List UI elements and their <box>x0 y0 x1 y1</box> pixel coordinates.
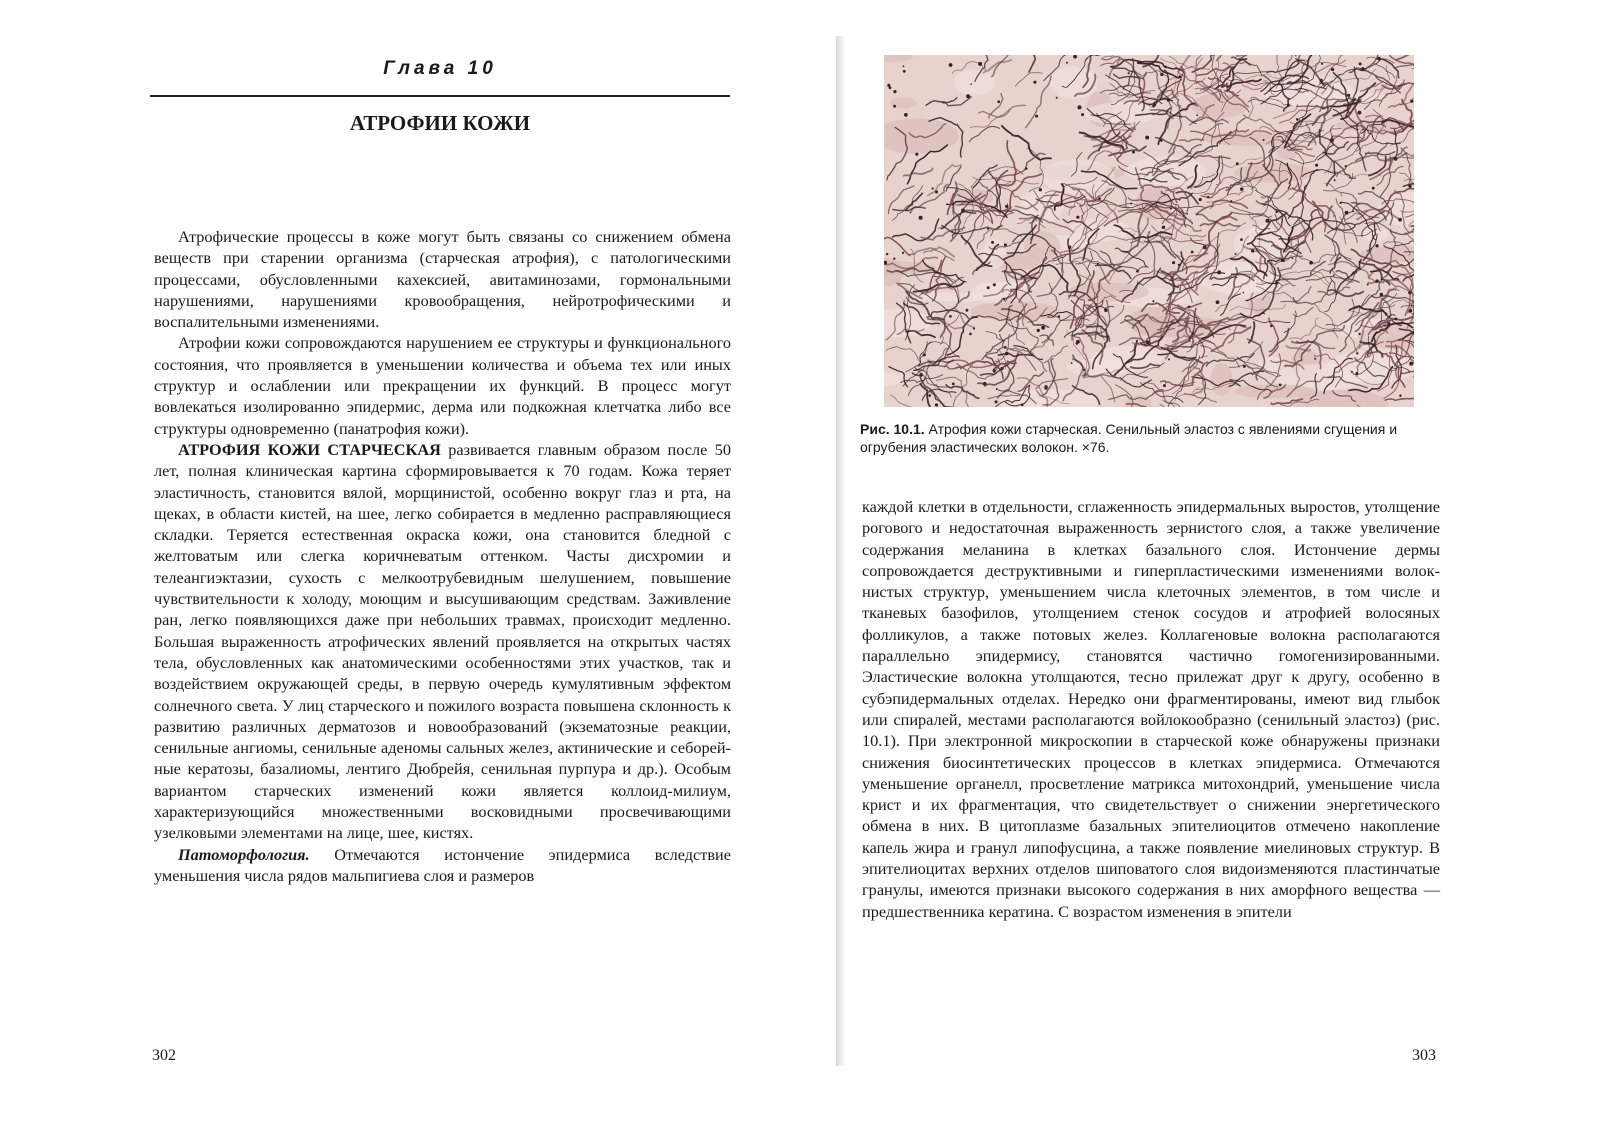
cell-nucleus <box>1207 196 1210 199</box>
cell-nucleus <box>995 400 998 403</box>
cell-nucleus <box>997 100 1000 103</box>
cell-nucleus <box>935 190 938 193</box>
elastic-fiber <box>886 347 921 364</box>
page-number-left: 302 <box>152 1047 176 1064</box>
cell-nucleus <box>1163 384 1166 387</box>
cell-nucleus <box>1320 79 1323 82</box>
elastic-fiber <box>1168 356 1199 406</box>
cell-nucleus <box>1037 329 1040 332</box>
elastic-fiber <box>1178 360 1199 385</box>
cell-nucleus <box>1168 358 1170 360</box>
elastic-fiber <box>1396 55 1414 60</box>
micrograph-image <box>884 55 1414 407</box>
cell-nucleus <box>1021 403 1024 406</box>
cell-nucleus <box>1275 282 1278 285</box>
cell-nucleus <box>1041 326 1045 330</box>
elastic-fiber <box>1379 76 1397 106</box>
elastic-fiber <box>893 219 939 241</box>
cell-nucleus <box>1243 365 1246 368</box>
cell-nucleus <box>1352 210 1354 212</box>
cell-nucleus <box>1199 198 1202 201</box>
chapter-label: Глава 10 <box>383 58 497 79</box>
cell-nucleus <box>1145 136 1149 140</box>
cell-nucleus <box>1377 57 1381 61</box>
cell-nucleus <box>966 94 970 98</box>
elastic-fiber <box>923 250 954 261</box>
elastic-fiber <box>1385 397 1414 407</box>
cell-nucleus <box>1351 371 1353 373</box>
right-paragraph: каждой клетки в отдельности, сглаженность эпидермальных выростов, утолщение рогового и недостаточная выраженность зернистого слоя, а также увеличение содержания меланина в клетках базального слоя. Истончение дермы сопровождается деструктивными и гиперпластическими изменениями волокнистых структур, уменьшением числа клеточных элементов, в том числе и тканевых базофилов, утолщением стенок сосудов и атрофией волосяных фолликулов, а также потовых желез. Коллагеновые волокна располагаются параллельно эпидермису, становятся частично гомогенизированными. Эластические волокна утолщаются, тесно прилежат друг к другу, особенно в субэпидермальных отделах. Нередко они фрагментированы, имеют вид глыбок или спиралей, местами располагаются войлокообразно (сенильный эластоз) (рис. 10.1). При электронной микроскопии в старческой коже обнаружены признаки снижения биосинтетических процессов в клетках эпидермиса. Отмечаются уменьшение органелл, просветление матрикса митохондрий, уменьшение числа крист и их фрагментация, что свидетельствует о снижении энергетического обмена в них. В цитоплазме базальных эпителиоцитов отмечено накопление капель жира и гранул липофусцина, а также появление миелиновых структур. В эпителиоцитах верхних отделов шиповатого слоя видоизменяются пластинчатые гранулы, имеются признаки высокого содержания в них аморфного вещества — предшественника кератина. С возрастом изменения в эпители <box>862 497 1440 921</box>
cell-nucleus <box>952 383 955 386</box>
elastic-fiber <box>892 186 923 221</box>
cell-nucleus <box>1130 203 1132 205</box>
cell-nucleus <box>932 187 934 189</box>
elastic-fiber <box>884 238 910 256</box>
cell-nucleus <box>1081 113 1084 116</box>
cell-nucleus <box>991 241 994 244</box>
cell-nucleus <box>1217 270 1221 274</box>
elastic-fiber <box>1026 76 1051 127</box>
cell-nucleus <box>1178 75 1181 78</box>
cell-nucleus <box>1331 68 1334 71</box>
cell-nucleus <box>902 252 904 254</box>
cell-nucleus <box>987 286 990 289</box>
cell-nucleus <box>966 309 969 312</box>
cell-nucleus <box>1164 66 1166 68</box>
cell-nucleus <box>910 212 912 214</box>
elastic-fiber <box>1184 394 1216 403</box>
cell-nucleus <box>1167 98 1170 101</box>
cell-nucleus <box>1166 325 1168 327</box>
cell-nucleus <box>1372 187 1375 190</box>
cell-nucleus <box>1172 261 1175 264</box>
elastic-fiber <box>1109 234 1134 281</box>
elastic-fiber <box>1314 304 1338 338</box>
cell-nucleus <box>1292 258 1294 260</box>
cell-nucleus <box>1281 258 1285 262</box>
cell-nucleus <box>1071 362 1073 364</box>
cell-nucleus <box>1275 211 1277 213</box>
elastic-fiber <box>1297 106 1330 108</box>
cell-nucleus <box>1375 279 1378 282</box>
cell-nucleus <box>1128 72 1130 74</box>
cell-nucleus <box>1160 73 1163 76</box>
micrograph-figure <box>884 55 1414 407</box>
cell-nucleus <box>1387 322 1390 325</box>
cell-nucleus <box>1409 362 1413 366</box>
figure-number: Рис. 10.1. <box>860 421 925 437</box>
elastic-fiber <box>1193 367 1205 396</box>
cell-nucleus <box>893 90 896 93</box>
patho-paragraph <box>154 844 731 887</box>
elastic-fiber <box>1106 75 1163 104</box>
elastic-fiber <box>891 395 922 407</box>
cell-nucleus <box>1398 218 1402 222</box>
cell-nucleus <box>1004 243 1007 246</box>
cell-nucleus <box>1226 83 1228 85</box>
elastic-fiber <box>970 126 1000 141</box>
cell-nucleus <box>1132 151 1135 154</box>
elastic-fiber <box>1042 315 1071 343</box>
cell-nucleus <box>1333 274 1335 276</box>
cell-nucleus <box>1005 352 1009 356</box>
cell-nucleus <box>887 84 890 87</box>
cell-nucleus <box>1251 249 1254 252</box>
cell-nucleus <box>1078 105 1082 109</box>
cell-nucleus <box>919 216 923 220</box>
cell-nucleus <box>961 209 965 213</box>
elastic-fiber <box>1411 68 1414 77</box>
elastic-fiber <box>1281 287 1311 302</box>
cell-nucleus <box>1240 187 1243 190</box>
cell-nucleus <box>1003 298 1005 300</box>
cell-nucleus <box>1334 179 1336 181</box>
cell-nucleus <box>1044 385 1047 388</box>
cell-nucleus <box>1340 202 1342 204</box>
cell-nucleus <box>1235 253 1237 255</box>
cell-nucleus <box>949 63 953 67</box>
elastic-fiber <box>908 348 947 395</box>
cell-nucleus <box>949 315 952 318</box>
elastic-fiber <box>1109 93 1150 96</box>
elastic-fiber <box>1160 404 1172 407</box>
elastic-fiber <box>1212 55 1246 56</box>
cell-nucleus <box>893 105 896 108</box>
cell-nucleus <box>970 83 972 85</box>
patho-label: Патоморфология. <box>178 844 310 864</box>
cell-nucleus <box>1358 333 1360 335</box>
cell-nucleus <box>1068 245 1071 248</box>
cell-nucleus <box>1314 358 1316 360</box>
elastic-fiber <box>919 342 927 366</box>
cell-nucleus <box>1347 94 1350 97</box>
cell-nucleus <box>1025 167 1028 170</box>
elastic-fiber <box>904 168 933 175</box>
cell-nucleus <box>1104 308 1108 312</box>
cell-nucleus <box>1408 185 1411 188</box>
cell-nucleus <box>1058 315 1061 318</box>
elastic-fiber <box>1269 318 1279 356</box>
cell-nucleus <box>1076 340 1080 344</box>
cell-nucleus <box>1056 97 1058 99</box>
elastic-fiber <box>998 353 1032 356</box>
cell-nucleus <box>1380 293 1383 296</box>
cell-nucleus <box>1083 369 1085 371</box>
cell-nucleus <box>1399 395 1401 397</box>
cell-nucleus <box>1152 300 1154 302</box>
cell-nucleus <box>1039 188 1042 191</box>
cell-nucleus <box>1066 62 1068 64</box>
elastic-fiber <box>947 317 977 355</box>
elastic-fiber <box>1267 63 1299 73</box>
cell-nucleus <box>1243 292 1245 294</box>
elastic-fiber <box>1180 139 1204 141</box>
cell-nucleus <box>1005 205 1008 208</box>
cell-nucleus <box>1373 344 1376 347</box>
cell-nucleus <box>1367 283 1369 285</box>
cell-nucleus <box>1004 346 1007 349</box>
cell-nucleus <box>915 153 918 156</box>
cell-nucleus <box>1236 162 1239 165</box>
elastic-fiber <box>1311 269 1349 279</box>
cell-nucleus <box>983 382 987 386</box>
cell-nucleus <box>893 257 895 259</box>
cell-nucleus <box>1345 165 1347 167</box>
cell-nucleus <box>1096 306 1098 308</box>
elastic-fiber <box>1102 55 1153 58</box>
cell-nucleus <box>1359 62 1362 65</box>
chapter-rule <box>150 95 730 97</box>
cell-nucleus <box>1410 100 1413 103</box>
cell-nucleus <box>987 228 989 230</box>
elastic-fiber <box>1006 55 1035 72</box>
elastic-fiber <box>1399 173 1414 189</box>
cell-nucleus <box>951 231 953 233</box>
cell-nucleus <box>1375 244 1378 247</box>
elastic-fiber <box>1371 270 1399 280</box>
cell-nucleus <box>1345 211 1349 215</box>
cell-nucleus <box>1408 309 1412 313</box>
cell-nucleus <box>1263 139 1265 141</box>
cell-nucleus <box>903 70 906 73</box>
cell-nucleus <box>1203 245 1207 249</box>
cell-nucleus <box>1321 63 1323 65</box>
patho-body: Отмечаются истончение эпидермиса вследствие уменьшения числа рядов мальпигиева слоя и размеров <box>154 844 731 885</box>
cell-nucleus <box>993 369 996 372</box>
section-paragraph <box>154 439 731 844</box>
elastic-fiber <box>1284 311 1296 333</box>
elastic-fiber <box>1253 319 1290 322</box>
cell-nucleus <box>1033 81 1036 84</box>
elastic-fiber <box>926 98 957 106</box>
elastic-fiber <box>1119 266 1146 270</box>
cell-nucleus <box>1097 263 1099 265</box>
cell-nucleus <box>923 353 926 356</box>
cell-nucleus <box>1270 325 1273 328</box>
elastic-fiber <box>1045 346 1068 363</box>
cell-nucleus <box>928 394 931 397</box>
chapter-title: АТРОФИИ КОЖИ <box>349 111 531 135</box>
cell-nucleus <box>886 253 888 255</box>
elastic-fiber <box>1290 318 1319 339</box>
cell-nucleus <box>1170 208 1172 210</box>
cell-nucleus <box>1315 164 1318 167</box>
cell-nucleus <box>1153 103 1156 106</box>
cell-nucleus <box>919 373 923 377</box>
cell-nucleus <box>1287 104 1290 107</box>
paragraph-2: Атрофии кожи сопровождаются нарушением ее структуры и функционального состояния, что проявляется в уменьшении количества и объема тех или иных структур и ослаблении или прекращении их функций. В процесс могут вовлекаться изолированно эпидермис, дерма или подкожная клетчатка либо все структуры одновременно (панатрофия кожи). <box>154 333 731 438</box>
cell-nucleus <box>904 113 908 117</box>
cell-nucleus <box>969 333 972 336</box>
cell-nucleus <box>1394 157 1398 161</box>
cell-nucleus <box>1136 270 1139 273</box>
page-number-right: 303 <box>1412 1047 1436 1064</box>
cell-nucleus <box>1178 264 1180 266</box>
elastic-fiber <box>1016 73 1043 87</box>
figure-caption-text: Атрофия кожи старческая. Сенильный эластоз с явлениями сгущения и огрубения эластических волокон. ×76. <box>860 421 1398 455</box>
cell-nucleus <box>1035 115 1038 118</box>
section-heading: АТРОФИЯ КОЖИ СТАРЧЕСКАЯ <box>178 439 441 459</box>
cell-nucleus <box>1240 238 1243 241</box>
right-body-text <box>862 496 1440 922</box>
cell-nucleus <box>1188 306 1191 309</box>
elastic-fiber <box>1296 55 1347 56</box>
elastic-fiber <box>1252 197 1268 218</box>
elastic-fiber <box>1336 199 1357 243</box>
elastic-fiber <box>1365 152 1394 155</box>
cell-nucleus <box>996 388 998 390</box>
cell-nucleus <box>1216 300 1220 304</box>
cell-nucleus <box>935 403 938 406</box>
cell-nucleus <box>1073 55 1077 59</box>
cell-nucleus <box>1196 114 1198 116</box>
cell-nucleus <box>1282 141 1284 143</box>
cell-nucleus <box>1358 111 1362 115</box>
cell-nucleus <box>903 65 905 67</box>
section-body: развивается главным образом после 50 лет, полная клиническая картина сформировывается к 70 годам. Кожа теряет эластичность, становится вялой, морщинистой, особенно вокруг глаз и рта, на щеках, в области кистей, на шее, легко собирается в медленно расправляющиеся складки. Теряется естественная окраска кожи, она становится бледной с желтоватым или слегка коричневатым оттенком. Часты дисхромии и телеангиэктазии, сухость с мелкоотрубевидным шелушением, повышение чувствительности к холоду, моющим и высушивающим средствам. Заживление ран, легко появляющихся даже при небольших травмах, происходит медленно. Большая выраженность атрофических явлений проявляется на открытых частях тела, обусловленных как анатомическими особенностями этих участков, так и воздействием окружающей среды, в первую очередь кумулятивным эффектом солнечного света. У лиц старческого и пожилого возраста повышена склонность к развитию различных дерматозов и новообразований (экзематозные реакции, сенильные ангиомы, сенильные аденомы сальных желез, актинические и себорейные кератозы, базалиомы, лентиго Дюбрейя, сенильная пурпура и др.). Особым вариантом старческих изменений кожи является коллоид-милиум, характеризующийся множественными восковидными просвечивающими узелковыми элементами на лице, шее, кистях. <box>154 439 732 843</box>
cell-nucleus <box>993 283 996 286</box>
cell-nucleus <box>1356 352 1358 354</box>
cell-nucleus <box>1309 261 1313 265</box>
elastic-fiber <box>1153 382 1195 394</box>
cell-nucleus <box>1296 118 1299 121</box>
intro-paragraph: Атрофические процессы в коже могут быть связаны со снижением обмена веществ при старении организма (старческая атрофия), с патологическими процессами, обусловленными кахексией, авитаминозами, гормональными нарушениями, нарушениями кровообращения, нейротрофическими и воспалительными изменениями. <box>154 227 731 332</box>
cell-nucleus <box>1408 291 1411 294</box>
cell-nucleus <box>1162 226 1165 229</box>
cell-nucleus <box>1265 219 1269 223</box>
cell-nucleus <box>1394 317 1397 320</box>
cell-nucleus <box>973 327 975 329</box>
cell-nucleus <box>1355 372 1358 375</box>
cell-nucleus <box>1000 367 1003 370</box>
elastic-fiber <box>973 262 990 274</box>
elastic-fiber <box>1247 342 1262 361</box>
elastic-fiber <box>1290 121 1324 124</box>
cell-nucleus <box>1095 303 1097 305</box>
cell-nucleus <box>1279 383 1282 386</box>
elastic-fiber <box>973 165 997 188</box>
elastic-fiber <box>1206 353 1254 366</box>
elastic-fiber <box>909 247 954 256</box>
elastic-fiber <box>1403 154 1414 165</box>
elastic-fiber <box>970 109 1009 127</box>
cell-nucleus <box>1230 200 1232 202</box>
elastic-fiber <box>1229 371 1264 386</box>
cell-nucleus <box>1191 251 1194 254</box>
cell-nucleus <box>1160 139 1163 142</box>
elastic-fiber <box>1331 215 1337 261</box>
cell-nucleus <box>1361 67 1365 71</box>
cell-nucleus <box>1076 216 1079 219</box>
figure-caption <box>860 420 1440 456</box>
cell-nucleus <box>978 62 982 66</box>
cell-nucleus <box>1146 340 1150 344</box>
cell-nucleus <box>1098 197 1101 200</box>
cell-nucleus <box>1330 138 1334 142</box>
left-body-text <box>154 226 731 886</box>
